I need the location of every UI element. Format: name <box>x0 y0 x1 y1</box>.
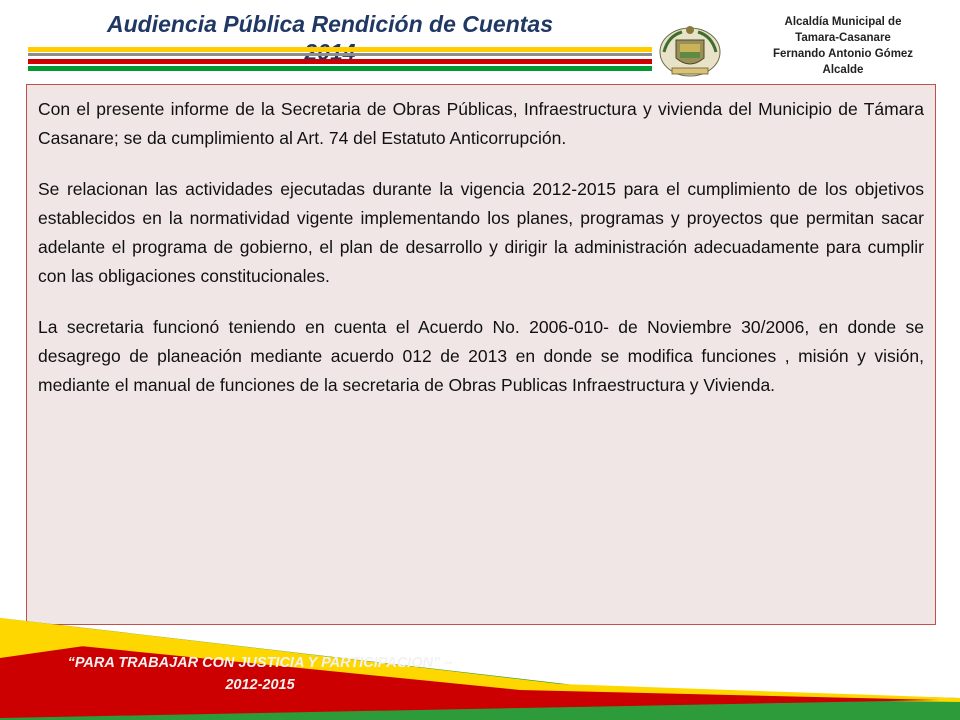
org-line-1: Alcaldía Municipal de <box>784 16 902 28</box>
stripe-gray <box>28 53 652 56</box>
slogan-line-2: 2012-2015 <box>225 677 295 693</box>
paragraph-agreement: La secretaria funcionó teniendo en cuenta el Acuerdo No. 2006-010- de Noviembre 30/2006, en donde se desagrego de planeación mediante acuerdo 012 de 2013 en donde se modifica funciones , misión y visión, mediante el manual de funciones de la secretaria de Obras Publicas Infraestructura y Vivienda. <box>38 317 924 395</box>
stripe-green <box>28 66 652 71</box>
org-line-3: Fernando Antonio Gómez <box>772 48 914 60</box>
stripe-yellow <box>28 47 652 52</box>
footer-slogan <box>20 652 500 696</box>
coat-of-arms-icon <box>658 22 722 80</box>
report-content-box <box>26 84 936 625</box>
paragraph-intro: Con el presente informe de la Secretaria de Obras Públicas, Infraestructura y vivienda del Municipio de Támara Casanare; se da cumplimiento al Art. 74 del Estatuto Anticorrupción. <box>38 99 924 148</box>
stripe-red <box>28 59 652 64</box>
org-line-4: Alcalde <box>822 64 864 76</box>
paragraph-activities: Se relacionan las actividades ejecutadas durante la vigencia 2012-2015 para el cumplimiento de los objetivos establecidos en la normatividad vigente implementando los planes, programas y proyectos que permitan sacar adelante el programa de gobierno, el plan de desarrollo y dirigir la administración adecuadamente para cumplir con las obligaciones constitucionales. <box>38 179 924 286</box>
org-line-2: Tamara-Casanare <box>795 32 891 44</box>
header-stripes <box>28 47 652 71</box>
title-line-1: Audiencia Pública Rendición de Cuentas <box>106 11 554 37</box>
municipality-info <box>740 14 946 78</box>
slogan-line-1: “PARA TRABAJAR CON JUSTICIA Y PARTICIPACION” – <box>67 655 453 671</box>
